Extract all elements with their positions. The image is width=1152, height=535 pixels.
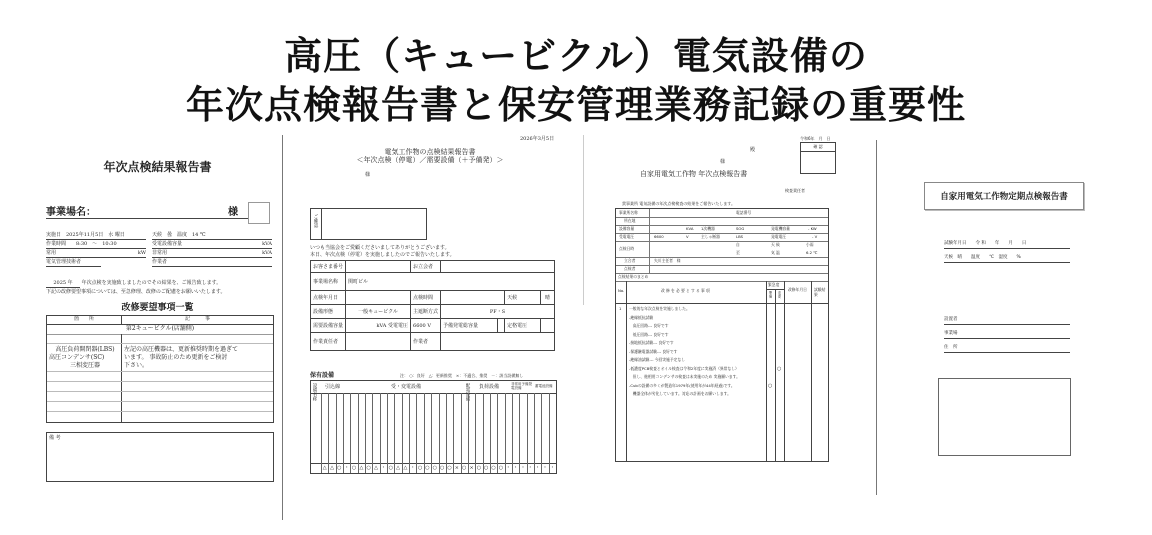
result-cell: △ [330,465,334,471]
doc2-group-battery: 蓄電池設備 [535,384,553,388]
doc2-group-substation: 受・変電設備 [391,384,422,390]
doc1-kva2: kVA [262,250,272,256]
doc2-group-load: 負荷設備 [479,384,500,390]
doc1-capacity [152,241,272,249]
doc3-to-label: 至 [736,250,740,255]
doc1-honorific: 様 [228,207,238,218]
result-cell: × [469,465,474,471]
result-cell: ・ [344,465,350,471]
doc1-intro-line2: 下記の改修要望事項については、至急修理、改修のご配慮をお願いいたします。 [46,289,226,295]
doc3-voltage: 受電電圧 [619,234,635,239]
doc1-note-2: います。 事故防止のため更新をご検討 [124,354,228,361]
doc4-weather: 天候 晴 温度 ℃ 湿度 % [944,254,1070,263]
doc3-item-line: -保護継電器試験--- 良好です [629,348,678,354]
doc1-note-1: 左記の高圧機器は、更新推奨時期を過ぎて [124,346,239,353]
doc2-equipment-grid [310,380,557,474]
doc3-date: 令和6年 月 日 [800,136,831,141]
doc3-item-line: -絶縁油試験--- 今回実施予定なし [629,357,686,362]
doc2-results-row [321,464,556,473]
doc1-intro-line1 [46,280,221,288]
doc1-engineer: 電気管理技術者 [46,259,101,267]
doc3-temp: 気 温 [771,250,780,255]
doc1-stamp-box [248,202,270,224]
doc3-to: 殿 [750,147,756,153]
doc1-kva1: kVA [262,241,272,247]
doc2-equipment-value: 一般キュービクル [346,305,411,319]
divider-2 [583,135,584,305]
doc2-kva: kVA [376,322,387,329]
doc3-kva: KVA [686,226,694,231]
doc3-breaker1-val: SOG [736,226,745,231]
doc3-item-line: 高圧回路--- 良好です [629,323,669,328]
doc1-worker: 作業者 [152,259,272,267]
doc4-address: 住 所 [944,344,1070,353]
doc1-intro-text1: 年次点検を実施致しましたのでその結果を、ご報告致します。 [81,280,222,286]
doc3-inspector: 検査責任者 [785,188,805,193]
doc3-address: 所在地 [624,218,636,223]
doc2-group-distribution: 配電設備 [465,383,470,401]
doc4-orderer: 設置者 [944,316,1070,325]
doc4-title-box [924,182,1084,210]
doc3-attendee: 立合者 [624,258,636,263]
divider-1 [282,135,283,520]
doc3-col-change: 変更 [778,291,782,298]
result-cell: ○ [337,465,342,471]
doc2-legend: 注： ○：良好 △：更新推奨 ×：不適合、推奨 －：該当設備無し [400,373,524,378]
doc3-items [629,305,740,399]
doc3-weather-val: 小雨 [806,242,814,247]
doc1-location-1: 高圧負荷開閉器(LBS) [55,346,115,353]
doc3-item-no: 1 [619,306,622,311]
doc2-weather-value: 晴 [540,291,554,305]
doc3-from: 自 [736,242,740,247]
doc1-location-2: 高圧コンデンサ(SC) [49,354,105,361]
doc3-intro: 貴事業所 電気設備の年次点検検査の結果をご報告いたします。 [622,201,735,206]
result-cell: △ [374,465,378,471]
result-cell: △ [403,465,408,471]
result-cell: × [454,465,459,471]
divider-3 [876,140,877,495]
doc3-v2: - V [812,234,818,239]
doc1-col-location: 箇 所 [47,316,122,325]
result-cell: ○ [417,465,423,471]
doc3-item-line: 低圧回路--- 良好です [629,331,669,337]
doc3-phone: 電話番号 [736,210,752,215]
doc1-work-time: 作業時間 8:30 ～ 10:30 [46,241,146,249]
result-cell: △ [396,465,401,471]
doc3-honorific: 様 [720,159,726,165]
doc3-breaker2: 主しゃ断器 [701,234,720,239]
doc4-test-date: 試験年月日 令 和 年 月 日 [944,240,1070,249]
doc4-site: 事業場 [944,330,1070,339]
doc3-confirm-box [800,142,836,174]
doc3-summary: 点検結果のまとめ [618,274,649,279]
doc4-title: 自家用電気工作物定期点検報告書 [940,192,1068,202]
result-cell: △ [359,465,364,471]
result-cell: ・ [380,465,386,471]
doc3-mark-change: ○ [777,366,782,372]
doc2-honorific: 様 [365,172,371,178]
doc2-attendee: お立会者 [411,261,441,273]
doc2-capacity: 需要設備容量 [311,319,346,333]
doc3-breaker2-val: LBS [736,234,744,239]
doc3-gen-capacity: 発電機容量 [771,226,790,231]
page-title-line1: 高圧（キュービクル）電気設備の [284,34,868,78]
doc1-date: 実施日 2025年11月5日 水 曜日 [46,232,146,240]
doc2-main-breaker-value: PF・S [441,305,555,319]
doc1-note-3: 下さい。 [124,362,149,369]
doc3-v: V [686,234,689,239]
doc1-office-label: 事業場名： [46,207,96,218]
doc1-normal-label: 常用 [46,250,57,256]
doc2-info-table [310,260,555,351]
doc2-greeting2: 本日、年次点検（停電）を実施しましたのでご報告いたします。 [310,252,455,258]
result-cell: ○ [366,465,371,471]
doc3-kw: - KW [808,226,817,231]
doc3-title: 自家用電気工作物 年次点検報告書 [640,170,748,178]
page-title-line2: 年次点検報告書と保安管理業務記録の重要性 [185,83,966,127]
doc-inspection-result-report [290,130,570,480]
result-cell: ○ [425,465,430,471]
result-cell: ○ [439,465,445,471]
doc1-remarks-label: 備 考 [49,435,61,441]
doc1-repair-table [46,315,274,423]
doc1-section: 第2キュービクル(店舗側) [47,325,273,335]
doc3-col-no: No. [618,288,625,293]
doc2-customer-no: お客さま番号 [311,261,346,273]
doc-private-electrical-annual-report [610,135,850,470]
doc2-main-breaker: 主遮断方式 [411,305,441,319]
doc3-gen-voltage: 発電電圧 [771,234,787,239]
result-cell: ・ [520,465,526,471]
doc2-grid-columns [321,393,556,473]
doc2-group-equipment: 設備名称 [312,383,317,401]
doc2-inspect-time: 点検時間 [411,291,441,305]
result-cell: ○ [351,465,357,471]
doc2-backup-capacity: 予備発電総容量 [441,319,498,333]
doc2-equipment-title: 保有設備 [310,372,335,379]
doc3-checker: 点検者 [624,266,636,271]
doc1-remarks-box [46,432,274,482]
doc3-item-line: -接地抵抗試験--- 良好です [629,340,674,345]
doc1-title: 年次点検結果報告書 [103,160,212,174]
doc3-item-line: -絶縁抵抗試験 [629,314,654,320]
doc2-group-backup: 非常用予備発電設備 [511,382,532,390]
result-cell: ・ [549,465,555,471]
doc2-confirm-label: ご確認 [313,214,318,228]
doc1-capacity-label: 受電設備容量 [152,241,183,247]
doc2-voltage-value: 6600 V [411,319,441,333]
result-cell: ・ [505,465,511,471]
doc3-attendee-val: 矢川主任者 様 [654,258,681,263]
doc1-intro-year: 2025 年 [46,280,80,288]
doc2-equipment-type: 設備形態 [311,305,346,319]
result-cell: ・ [535,465,541,471]
doc1-emergency-label: 非常用 [152,250,168,256]
doc3-mark-prep: ○ [768,383,773,389]
doc3-office: 事業所名称 [619,210,638,215]
doc2-title-line2: ＜年次点検（停電）／需要設備（＋予備発）＞ [356,156,504,164]
doc3-capacity: 設備容量 [619,226,635,231]
doc1-list-title: 改修要望事項一覧 [121,303,194,313]
result-cell: ○ [388,465,393,471]
result-cell: ・ [410,465,416,471]
doc2-responsible: 作業責任者 [311,333,346,351]
doc4-stamp-box [938,378,1071,456]
doc3-item-line: 一般的な年次点検を実施しました。 [629,306,690,311]
doc2-date: 2026年3月5日 [520,136,555,142]
result-cell: ○ [476,465,482,471]
result-cell: ・ [542,465,548,471]
doc3-item-line: -低濃度PCB検査とオイル検査は令和2年度に実施済（異常なし） [629,365,739,371]
doc3-voltage-val: 6600 [654,234,664,239]
doc1-emergency [152,250,272,258]
result-cell: ○ [447,465,452,471]
doc2-weather: 天候 [505,291,541,305]
doc3-weather: 天 候 [771,242,780,247]
result-cell: ○ [462,465,467,471]
doc1-weather: 天候 曇 温度 14 ℃ [152,232,272,240]
doc3-col-repair-date: 改修年月日 [788,287,807,292]
result-cell: ○ [491,465,496,471]
result-cell: △ [322,465,327,471]
doc1-col-notes: 記 事 [122,316,273,325]
doc3-col-item: 改 修 を 必 要 と す る 事 項 [661,288,710,293]
doc2-receive-voltage: 受電電圧 [388,322,409,329]
doc3-col-prep: 準備 [769,291,773,298]
doc1-normal [46,250,146,258]
doc2-inspect-date: 点検年月日 [311,291,346,305]
doc3-col-urgency: 緊急度 [768,282,780,287]
result-cell: ○ [432,465,438,471]
doc3-breaker1: 1次機器 [701,226,715,231]
doc3-confirm-label: 確 認 [801,143,835,152]
doc3-col-test-result: 試験結果 [814,287,826,297]
doc-periodic-inspection-report [900,170,1100,480]
doc2-greeting1: いつも当協会をご愛顧くださいましてありがとうございます。 [310,245,450,251]
doc3-item-line: 但し、進相用コンデンサの検査は未実施のため 実施願います。 [629,374,740,379]
doc2-site-name: 事業場名称 [311,273,346,291]
doc2-group-service-line: 引込線 [325,384,341,390]
doc3-item-line: -Cubの設備の多くが製造年1979年(使用年が44年経過)です。 [629,382,735,388]
result-cell: ○ [498,465,504,471]
doc2-title-line1: 電気工作物の点検結果報告書 [384,148,476,156]
doc-annual-inspection-report [40,140,275,490]
result-cell: ・ [527,465,533,471]
result-cell: ○ [484,465,489,471]
result-cell: ・ [513,465,519,471]
doc2-confirm-box [310,208,427,240]
doc1-kw: kW [137,250,146,256]
doc3-temp-val: 6.2 ℃ [806,250,818,255]
doc2-rated-voltage: 定格電圧 [505,319,541,333]
doc3-info-table [615,208,829,462]
doc2-site-value: 関町ビル [346,273,555,291]
doc2-worker: 作業者 [411,333,441,351]
doc3-item-line: 機器全体が劣化しています。対応の計画をお願いします。 [629,391,731,396]
doc1-location-3: 三相変圧器 [69,362,100,369]
doc3-datetime: 点検日時 [619,246,635,251]
